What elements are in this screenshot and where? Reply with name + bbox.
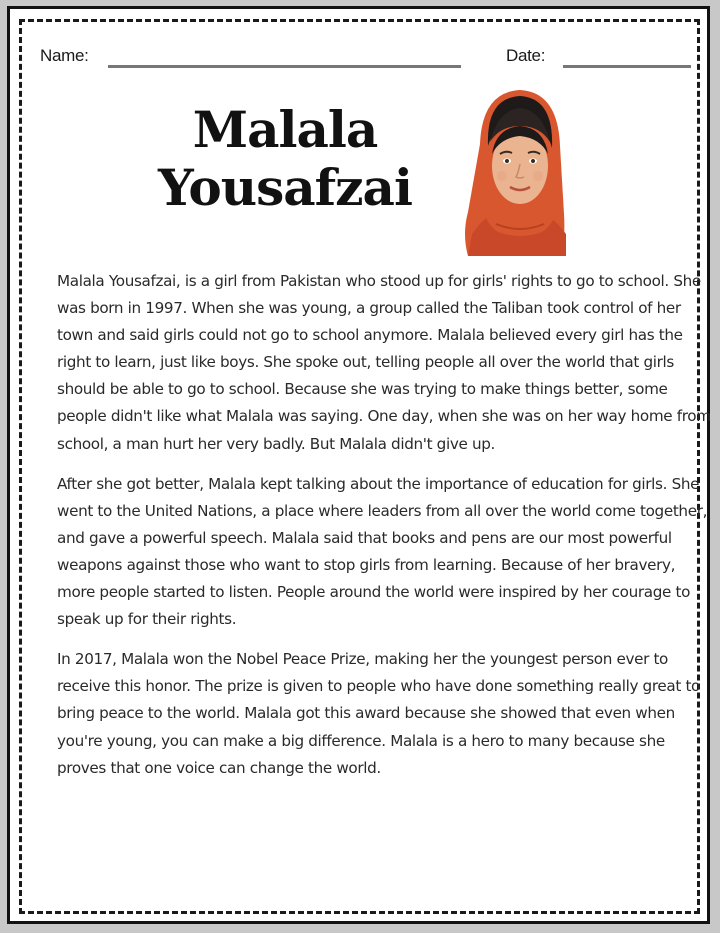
name-label: Name: [40,46,89,65]
title-line-1: Malala [192,100,378,159]
paragraph-3: In 2017, Malala won the Nobel Peace Prize, making her the youngest person ever to receive this honor. The prize is given to people who have done something really great to bring peace to the world. Malala got this award because she showed that even when you're young, you can make a big difference. Malala is a hero to many because she proves that one voice can change the world. [57,650,700,777]
paragraph-1: Malala Yousafzai, is a girl from Pakistan who stood up for girls' rights to go to school. She was born in 1997. When she was young, a group called the Taliban took control of her town and said girls could not go to school anymore. Malala believed every girl has the right to learn, just like boys. She spoke out, telling people all over the world that girls should be able to go to school. Because she was trying to make things better, some people didn't like what Malala was saying. One day, when she was on her way home from school, a man hurt her very badly. But Malala didn't give up. [57,272,711,453]
date-field[interactable] [563,65,691,68]
worksheet-page [7,6,710,924]
paragraph-2: After she got better, Malala kept talking about the importance of education for girls. She went to the United Nations, a place where leaders from all over the world come together, and gave a powerful speech. Malala said that books and pens are our most powerful weapons against those who want to stop girls from learning. Because of her bravery, more people started to listen. People around the world were inspired by her courage to speak up for their rights. [57,474,708,629]
title-line-2: Yousafzai [158,158,412,217]
date-label: Date: [506,46,546,65]
page-title [150,101,420,217]
header-row [32,41,692,71]
article-body [57,268,717,795]
portrait-illustration-icon [462,84,572,256]
name-field[interactable] [108,65,461,68]
